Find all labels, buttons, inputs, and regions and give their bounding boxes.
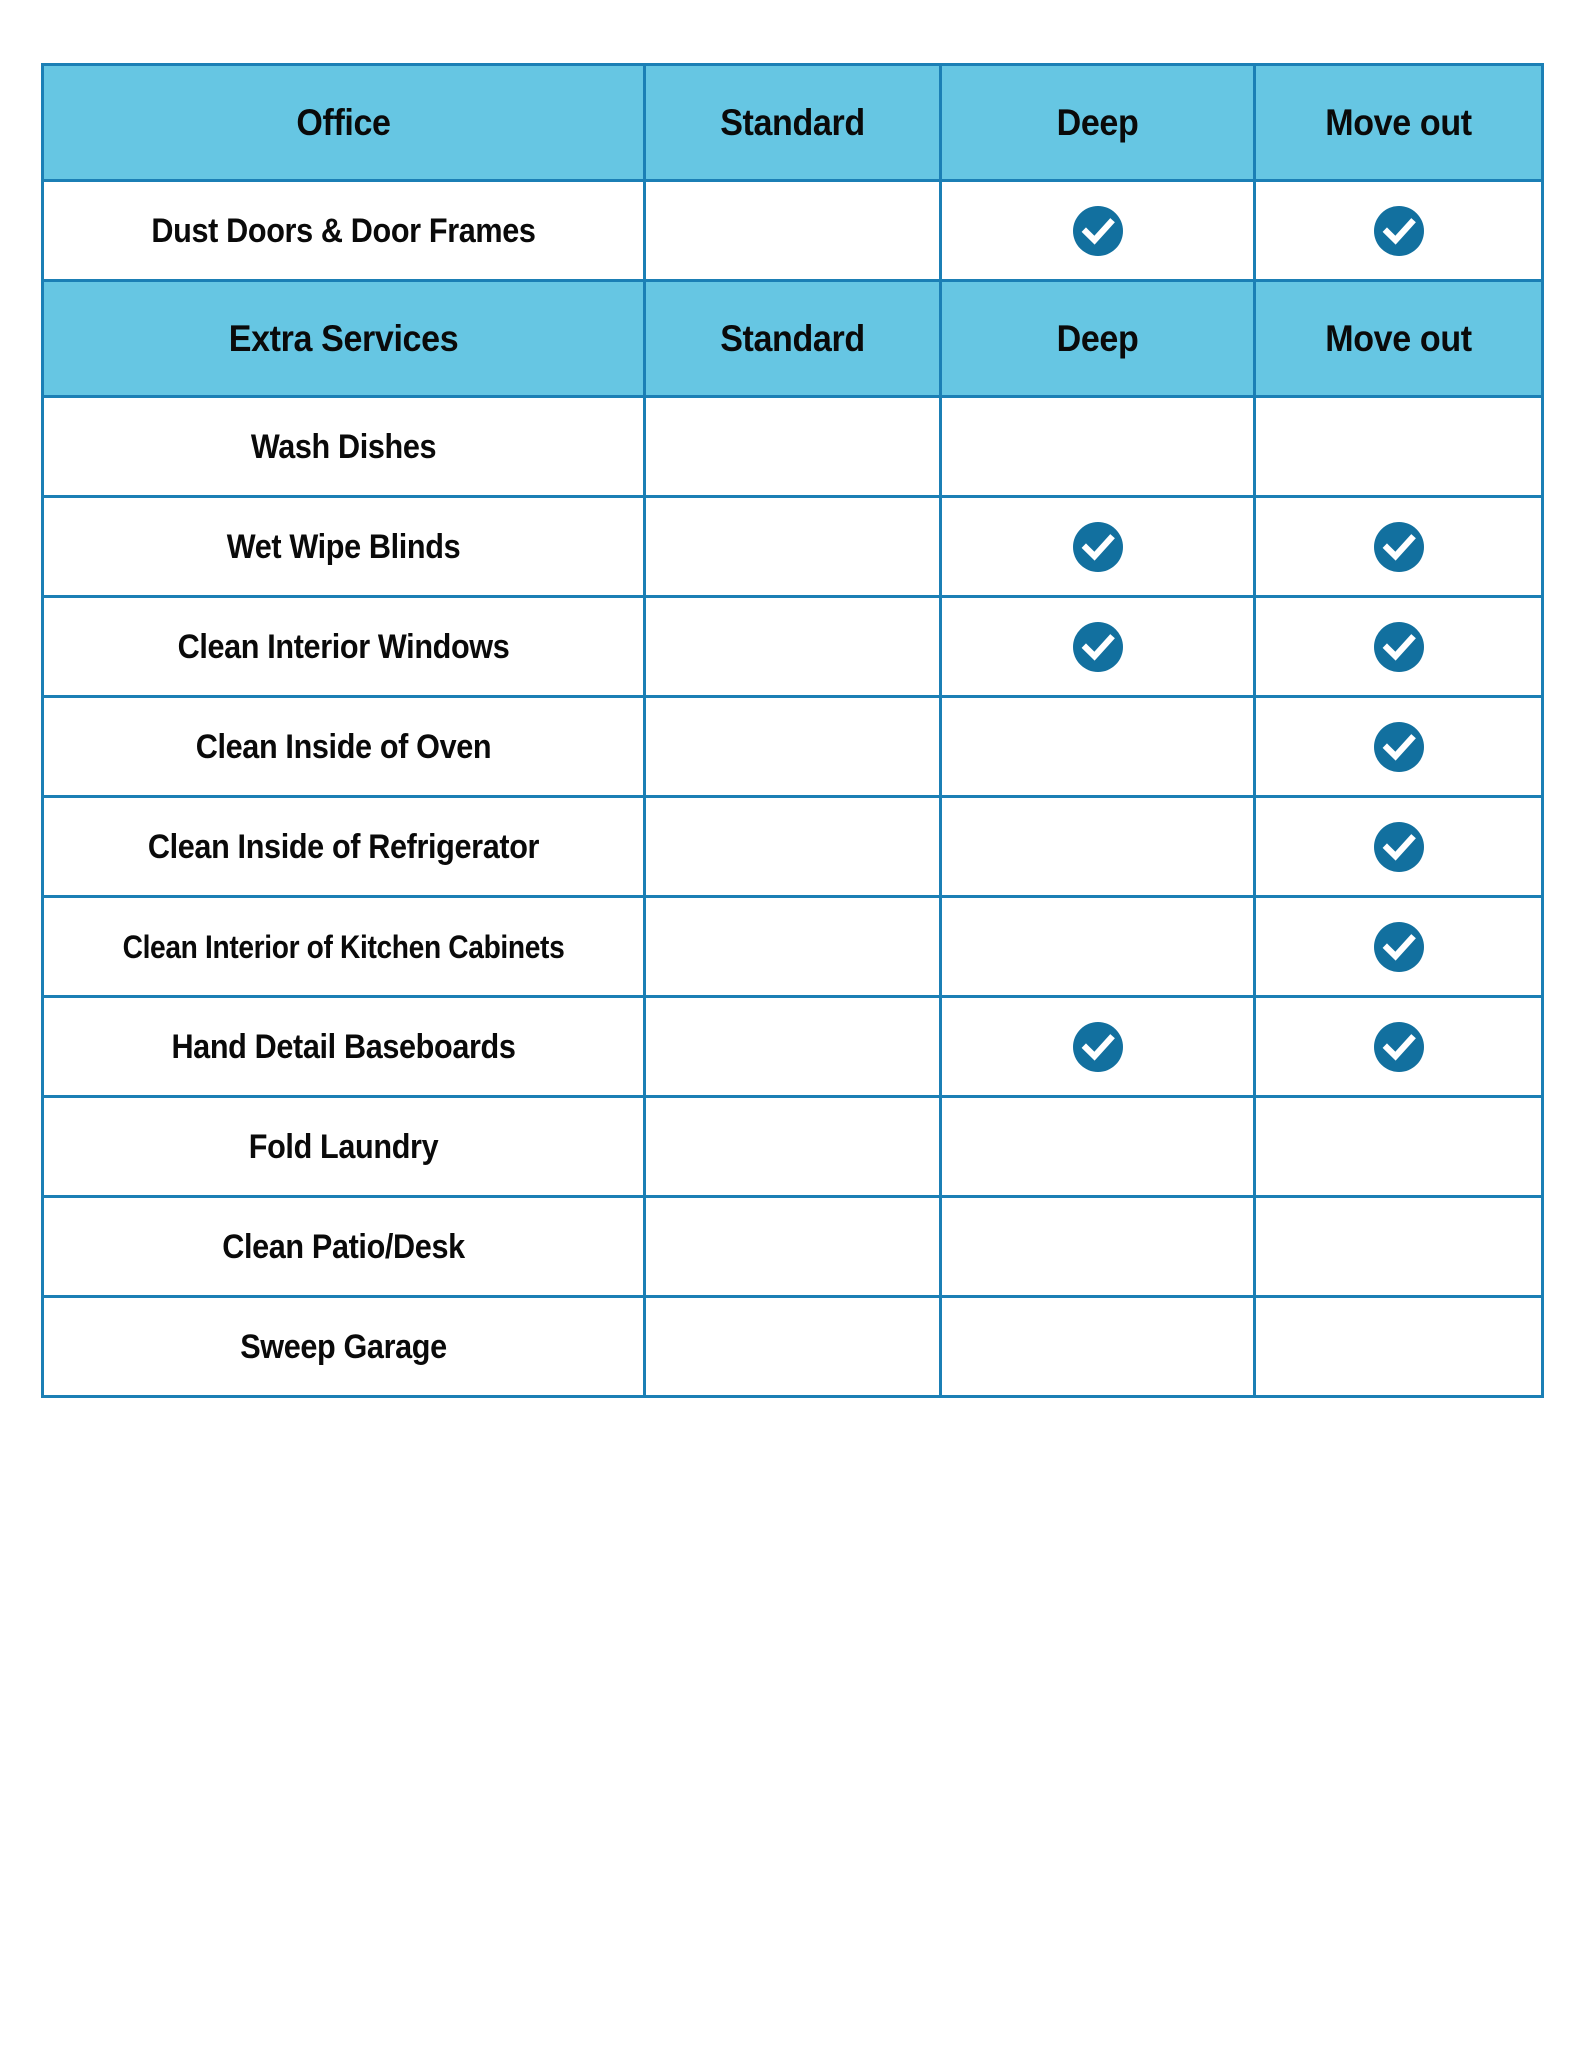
cell-content [942,1198,1253,1295]
check-circle-icon [1072,521,1124,573]
service-name-label: Clean Patio/Desk [222,1227,465,1266]
cell-content [646,1098,939,1195]
cell-standard [645,997,941,1097]
cell-deep [941,997,1255,1097]
cell-content [646,398,939,495]
header-label: Extra Services [228,318,459,359]
cell-service-name [43,797,645,897]
cell-content [1256,398,1541,495]
cell-content [942,798,1253,895]
check-circle-icon [1373,621,1425,673]
cell-content [646,1298,939,1395]
cell-content [646,1198,939,1295]
cell-service-name [43,397,645,497]
header-cell-move-out [1255,281,1543,397]
cell-move-out [1255,1097,1543,1197]
cell-move-out [1255,697,1543,797]
cell-content [942,182,1253,279]
cell-content [942,998,1253,1095]
cell-standard [645,1197,941,1297]
cell-content [1256,1198,1541,1295]
cell-move-out [1255,181,1543,281]
cell-content [1256,182,1541,279]
cell-service-name [43,897,645,997]
cell-service-name [43,597,645,697]
cell-service-name [43,497,645,597]
service-name-label: Wash Dishes [250,427,437,466]
cell-deep [941,697,1255,797]
cell-service-name [43,1297,645,1397]
cell-deep [941,1297,1255,1397]
header-label: Deep [1056,102,1139,143]
cell-content [1256,998,1541,1095]
header-cell-standard [645,281,941,397]
cell-move-out [1255,397,1543,497]
cell-standard [645,697,941,797]
cell-standard [645,897,941,997]
service-name-label: Fold Laundry [248,1127,439,1166]
cell-deep [941,597,1255,697]
cell-standard [645,397,941,497]
cell-content [646,998,939,1095]
cell-deep [941,897,1255,997]
cell-content [942,598,1253,695]
header-cell-standard [645,65,941,181]
cell-move-out [1255,497,1543,597]
table-row [43,1097,1543,1197]
table-row [43,1297,1543,1397]
table-header-row [43,65,1543,181]
service-name-label: Clean Interior Windows [177,627,510,666]
cell-content [1256,1098,1541,1195]
header-label: Standard [720,102,865,143]
service-name-label: Dust Doors & Door Frames [151,211,536,250]
cell-move-out [1255,1197,1543,1297]
cell-content [646,898,939,995]
table-header-row [43,281,1543,397]
cell-move-out [1255,997,1543,1097]
check-circle-icon [1373,821,1425,873]
cell-content [1256,798,1541,895]
check-circle-icon [1373,521,1425,573]
cell-move-out [1255,597,1543,697]
service-name-label: Sweep Garage [240,1327,447,1366]
table-row [43,697,1543,797]
services-comparison-table [41,63,1544,1398]
service-name-label: Hand Detail Baseboards [171,1027,516,1066]
table-row [43,1197,1543,1297]
cell-move-out [1255,797,1543,897]
cell-content [646,182,939,279]
cell-content [942,898,1253,995]
header-cell-move-out [1255,65,1543,181]
cell-deep [941,797,1255,897]
cell-service-name [43,1197,645,1297]
header-label: Deep [1056,318,1139,359]
cell-move-out [1255,897,1543,997]
header-cell-deep [941,65,1255,181]
table-row [43,997,1543,1097]
check-circle-icon [1373,921,1425,973]
cell-content [646,698,939,795]
cell-standard [645,1297,941,1397]
cell-content [646,798,939,895]
cell-content [942,1298,1253,1395]
cell-deep [941,1197,1255,1297]
cell-service-name [43,1097,645,1197]
table-row [43,797,1543,897]
cell-move-out [1255,1297,1543,1397]
cell-content [942,398,1253,495]
cell-standard [645,797,941,897]
table-row [43,397,1543,497]
cell-content [1256,1298,1541,1395]
service-name-label: Clean Interior of Kitchen Cabinets [122,928,565,965]
header-label: Move out [1325,318,1472,359]
cell-service-name [43,997,645,1097]
header-cell-deep [941,281,1255,397]
cell-content [646,598,939,695]
table-row [43,897,1543,997]
check-circle-icon [1072,621,1124,673]
service-name-label: Wet Wipe Blinds [226,527,461,566]
cell-standard [645,1097,941,1197]
service-name-label: Clean Inside of Refrigerator [147,827,540,866]
check-circle-icon [1373,1021,1425,1073]
service-name-label: Clean Inside of Oven [195,727,492,766]
header-label: Office [296,102,391,143]
check-circle-icon [1373,721,1425,773]
cell-content [1256,598,1541,695]
table-row [43,597,1543,697]
cell-content [1256,698,1541,795]
check-circle-icon [1072,1021,1124,1073]
table-row [43,497,1543,597]
cell-standard [645,181,941,281]
cell-standard [645,497,941,597]
cell-content [942,698,1253,795]
cell-deep [941,497,1255,597]
cell-content [1256,498,1541,595]
cell-deep [941,181,1255,281]
cell-content [942,498,1253,595]
header-cell-category [43,65,645,181]
check-circle-icon [1373,205,1425,257]
header-cell-category [43,281,645,397]
table-body [43,65,1543,1397]
cell-service-name [43,697,645,797]
table-row [43,181,1543,281]
services-comparison-table-wrapper [41,63,1541,1398]
cell-deep [941,1097,1255,1197]
cell-content [1256,898,1541,995]
cell-deep [941,397,1255,497]
cell-standard [645,597,941,697]
header-label: Move out [1325,102,1472,143]
cell-service-name [43,181,645,281]
check-circle-icon [1072,205,1124,257]
cell-content [942,1098,1253,1195]
header-label: Standard [720,318,865,359]
cell-content [646,498,939,595]
